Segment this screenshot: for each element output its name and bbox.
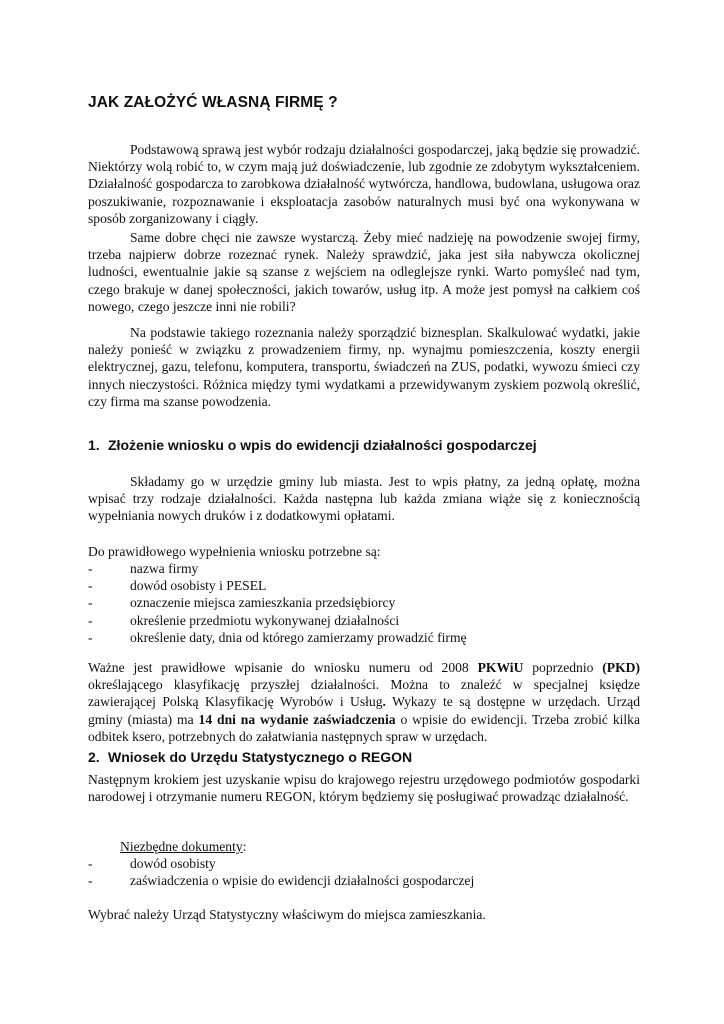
section-1-paragraph-1: Składamy go w urzędzie gminy lub miasta. Jest to wpis płatny, za jedną opłatę, można wpisać trzy rodzaje działalności. Każda następna lub każda zmiana wiąże się z koniecznością wypełniania nowych druków i z dodatkowymi opłatami. bbox=[88, 474, 640, 524]
p2-text-c: poprzednio bbox=[523, 660, 603, 675]
list-item bbox=[88, 577, 467, 594]
section-2-number: 2. bbox=[88, 749, 100, 765]
list-dash: - bbox=[88, 578, 93, 594]
required-documents-label-text: Niezbędne dokumenty bbox=[120, 839, 243, 854]
required-documents-label bbox=[120, 838, 246, 855]
list-dash: - bbox=[88, 595, 93, 611]
section-2-paragraph-1: Następnym krokiem jest uzyskanie wpisu do krajowego rejestru urzędowego podmiotów gospodarki narodowej i otrzymanie numeru REGON, którym będziemy się posługiwać prowadząc działalność. bbox=[88, 772, 640, 805]
section-2-heading bbox=[88, 749, 412, 766]
intro-paragraph-3: Na podstawie takiego rozeznania należy sporządzić biznesplan. Skalkulować wydatki, jakie należy ponieść w związku z prowadzeniem firmy, np. wynajmu pomieszczenia, koszty energii elektrycznej, gazu, telefonu, komputera, transportu, świadczeń na ZUS, podatki, wywozu śmieci czy innych nieczystości. Różnica między tymi wydatkami a przewidywanym zyskiem pozwolą określić, czy firma ma szanse powodzenia. bbox=[88, 325, 640, 409]
section-1-paragraph-2 bbox=[88, 659, 640, 745]
list-dash: - bbox=[88, 612, 93, 628]
required-documents-colon: : bbox=[242, 839, 247, 854]
list-item bbox=[88, 629, 467, 646]
list-item bbox=[88, 872, 474, 889]
section-1-list-intro: Do prawidłowego wypełnienia wniosku potrzebne są: bbox=[88, 544, 381, 559]
section-1-heading bbox=[88, 437, 537, 454]
p2-bold-period: . bbox=[382, 694, 386, 710]
list-dash: - bbox=[88, 561, 93, 576]
p2-text-e: określającego klasyfikację przyszłej działalności. Można to znaleźć w specjalnej księdze zawierającej Polską Klasyfikację Wyrobów i Usług bbox=[88, 677, 640, 710]
list-item bbox=[88, 612, 467, 629]
list-item-text: określenie daty, dnia od którego zamierzamy prowadzić firmę bbox=[130, 629, 467, 645]
list-dash: - bbox=[88, 873, 93, 889]
list-item-text: zaświadczenia o wpisie do ewidencji działalności gospodarczej bbox=[130, 873, 475, 889]
page-title: JAK ZAŁOŻYĆ WŁASNĄ FIRMĘ ? bbox=[88, 94, 338, 111]
deadline-highlight: 14 dni na wydanie zaświadczenia bbox=[198, 711, 396, 727]
section-1-list bbox=[88, 560, 467, 646]
list-item-text: dowód osobisty bbox=[130, 856, 216, 871]
section-2-paragraph-2: Wybrać należy Urząd Statystyczny właściwym do miejsca zamieszkania. bbox=[88, 907, 486, 922]
list-item-text: oznaczenie miejsca zamieszkania przedsiębiorcy bbox=[130, 595, 396, 611]
list-item-text: określenie przedmiotu wykonywanej działalności bbox=[130, 612, 400, 628]
section-1-heading-text: Złożenie wniosku o wpis do ewidencji działalności gospodarczej bbox=[108, 437, 537, 453]
intro-paragraph-2: Same dobre chęci nie zawsze wystarczą. Żeby mieć nadzieję na powodzenie swojej firmy, trzeba najpierw dobrze rozeznać rynek. Należy sprawdzić, jaka jest siła nabywcza okolicznej ludności, ewentualnie jakie są szanse z wejściem na odleglejsze rynki. Warto pomyśleć nad tym, czego brakuje w danej społeczności, jakich towarów, usług itp. A może jest pomysł na całkiem coś nowego, czego jeszcze inni nie robili? bbox=[88, 230, 640, 314]
intro-paragraph-1: Podstawową sprawą jest wybór rodzaju działalności gospodarczej, jaką będzie się prowadzić. Niektórzy wolą robić to, w czym mają już doświadczenie, lub zgodnie ze zdobytym wykształceniem. Działalność gospodarcza to zarobkowa działalność wytwórcza, handlowa, budowlana, usługowa oraz poszukiwanie, rozpoznawanie i eksploatacja zasobów naturalnych musi być ona wykonywana w sposób zorganizowany i ciągły. bbox=[88, 142, 640, 226]
p2-text-i: o wpisie do ewidencji. Trzeba zrobić kilka odbitek ksero, potrzebnych do załatwiania następnych spraw w urzędach. bbox=[88, 711, 640, 744]
pkwiu-code: PKWiU bbox=[477, 660, 524, 675]
list-item bbox=[88, 560, 467, 577]
list-item-text: dowód osobisty i PESEL bbox=[130, 578, 267, 594]
list-dash: - bbox=[88, 856, 93, 871]
list-dash: - bbox=[88, 629, 93, 645]
section-1-number: 1. bbox=[88, 437, 100, 453]
list-item-text: nazwa firmy bbox=[130, 561, 199, 576]
p2-text-g: Wykazy te są dostępne w urzędach. Urząd gminy (miasta) ma bbox=[88, 694, 640, 727]
section-2-heading-text: Wniosek do Urzędu Statystycznego o REGON bbox=[108, 749, 413, 765]
pkd-code: (PKD) bbox=[602, 660, 640, 675]
section-2-list bbox=[88, 855, 474, 889]
list-item bbox=[88, 594, 467, 611]
list-item bbox=[88, 855, 474, 872]
p2-text-a: Ważne jest prawidłowe wpisanie do wniosku numeru od 2008 bbox=[88, 660, 478, 675]
